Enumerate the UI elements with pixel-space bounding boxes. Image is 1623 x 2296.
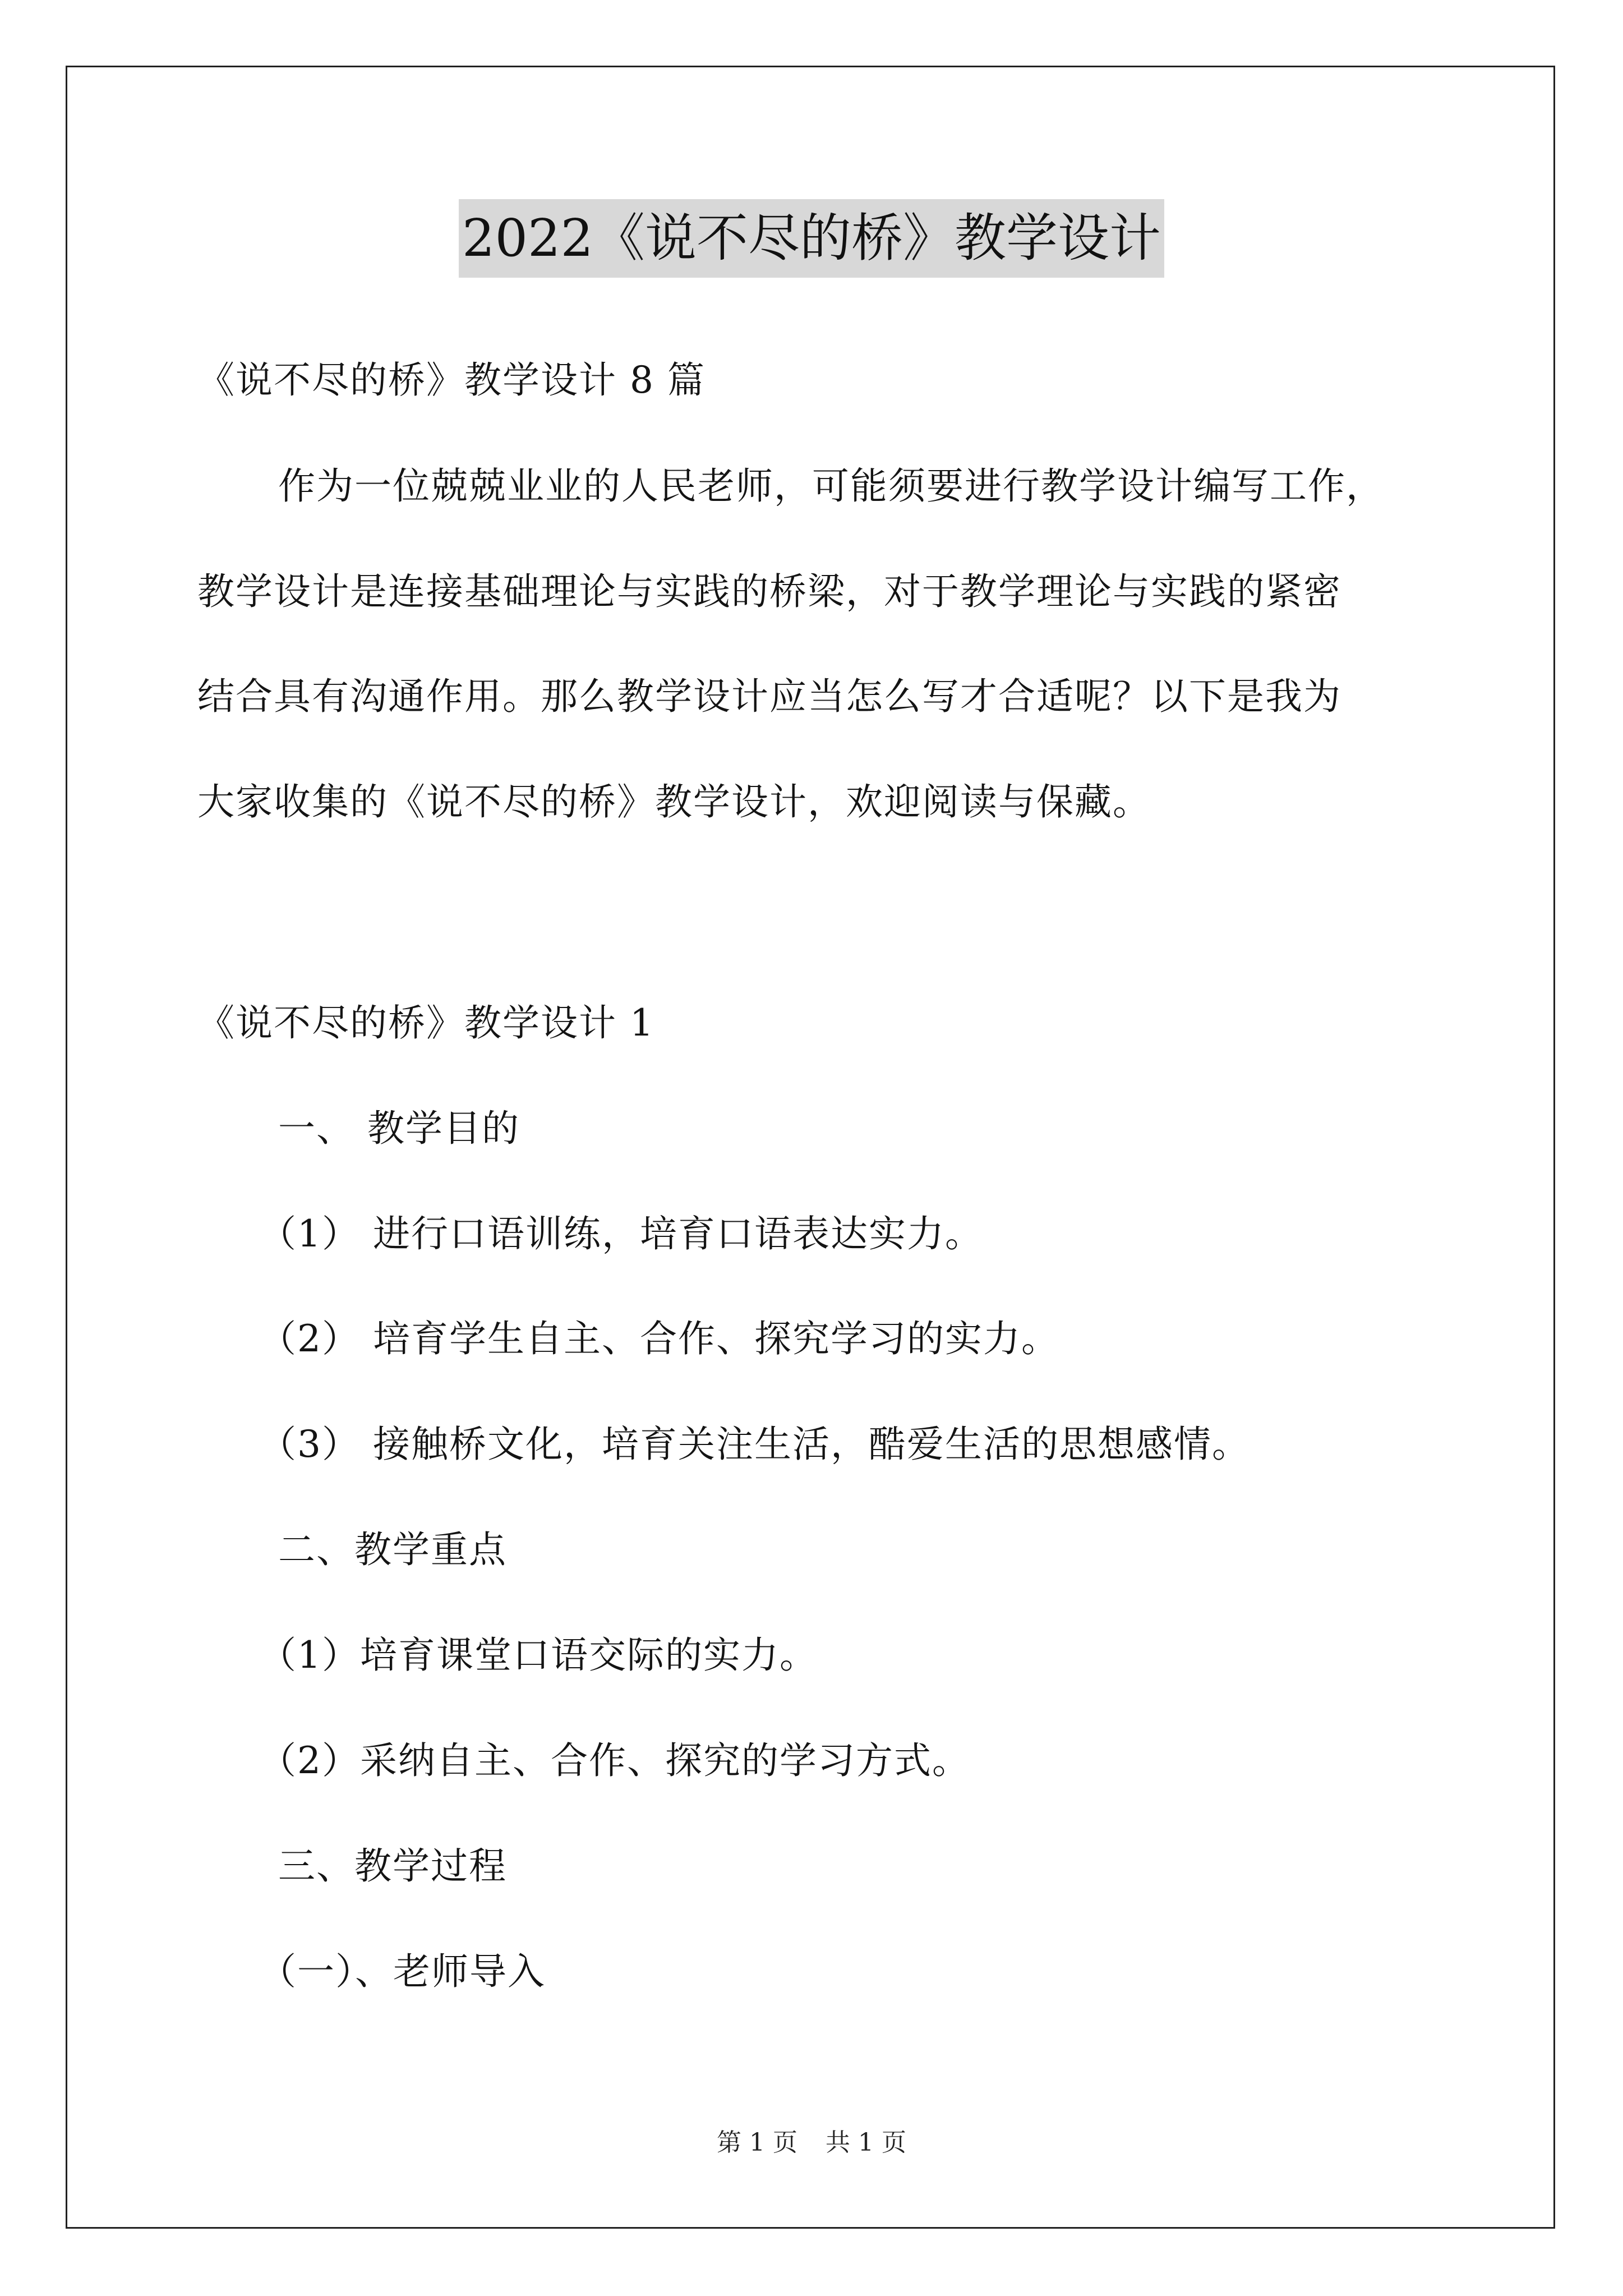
page-footer bbox=[0, 2126, 1623, 2160]
document-title: 2022《说不尽的桥》教学设计 bbox=[459, 199, 1164, 278]
subtitle: 《说不尽的桥》教学设计 8 篇 bbox=[197, 358, 706, 402]
page-number: 第 1 页 bbox=[717, 2128, 797, 2157]
goal-item: （2） 培育学生自主、合作、探究学习的实力。 bbox=[259, 1317, 1059, 1360]
page-total: 共 1 页 bbox=[826, 2128, 906, 2157]
intro-line: 教学设计是连接基础理论与实践的桥梁，对于教学理论与实践的紧密 bbox=[197, 570, 1341, 613]
goal-item: （1） 进行口语训练，培育口语表达实力。 bbox=[259, 1212, 983, 1255]
intro-line: 作为一位兢兢业业的人民老师，可能须要进行教学设计编写工作， bbox=[278, 464, 1384, 508]
title-wrap bbox=[0, 199, 1623, 278]
keypoint-item: （2）采纳自主、合作、探究的学习方式。 bbox=[259, 1739, 970, 1782]
goals-heading: 一、 教学目的 bbox=[278, 1107, 520, 1150]
process-step: （一）、老师导入 bbox=[259, 1950, 546, 1993]
keypoints-heading: 二、教学重点 bbox=[278, 1528, 507, 1571]
goal-item: （3） 接触桥文化，培育关注生活，酷爱生活的思想感情。 bbox=[259, 1423, 1250, 1466]
intro-line: 大家收集的《说不尽的桥》教学设计，欢迎阅读与保藏。 bbox=[197, 780, 1151, 823]
keypoint-item: （1）培育课堂口语交际的实力。 bbox=[259, 1634, 818, 1677]
process-heading: 三、教学过程 bbox=[278, 1844, 507, 1888]
intro-line: 结合具有沟通作用。那么教学设计应当怎么写才合适呢？以下是我为 bbox=[197, 675, 1341, 718]
section-heading: 《说不尽的桥》教学设计 1 bbox=[197, 1001, 654, 1045]
